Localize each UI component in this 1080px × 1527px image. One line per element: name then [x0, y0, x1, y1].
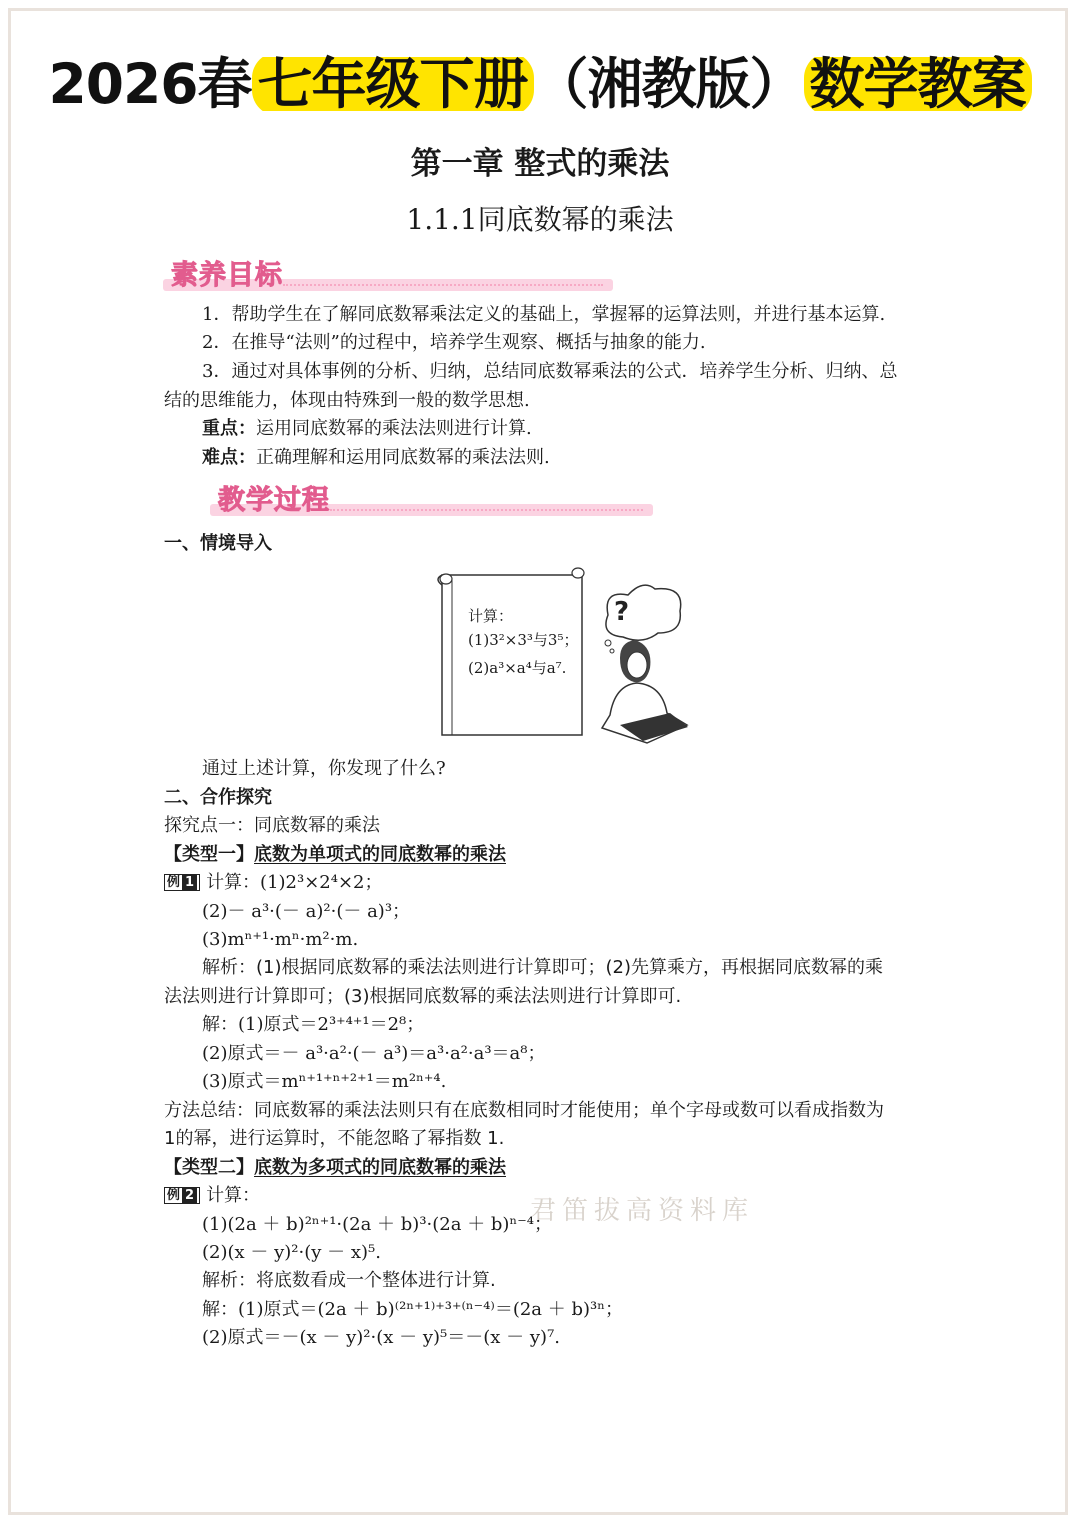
- explore-point: 探究点一：同底数幂的乘法: [164, 815, 380, 836]
- ex1-solution1: 解：(1)原式＝2³⁺⁴⁺¹＝2⁸；: [202, 1014, 425, 1035]
- scenario-illustration: [430, 565, 700, 750]
- type1-heading: [164, 842, 506, 868]
- difficulty-text: 正确理解和运用同底数幂的乘法法则.: [256, 447, 550, 468]
- key-point-text: 运用同底数幂的乘法法则进行计算.: [256, 418, 532, 439]
- banner-edition: （湘教版）: [533, 52, 804, 116]
- goal-3-cont: 结的思维能力，体现由特殊到一般的数学思想.: [164, 390, 530, 411]
- ex1-solution3: (3)原式＝mⁿ⁺¹⁺ⁿ⁺²⁺¹＝m²ⁿ⁺⁴.: [202, 1071, 447, 1092]
- method-summary-1: 方法总结：同底数幂的乘法法则只有在底数相同时才能使用；单个字母或数可以看成指数为: [164, 1100, 884, 1121]
- ex1-question3: (3)mⁿ⁺¹·mⁿ·m²·m.: [202, 929, 359, 950]
- ex1-q1: 计算：(1)2³×2⁴×2；: [206, 872, 383, 893]
- goal-2: 2．在推导“法则”的过程中，培养学生观察、概括与抽象的能力.: [202, 332, 706, 353]
- figure-line2: (2)a³×a⁴与a⁷.: [468, 659, 567, 677]
- ex2-solution2: (2)原式＝－(x － y)²·(x － y)⁵＝－(x － y)⁷.: [202, 1327, 561, 1348]
- key-point-label: 重点：: [202, 418, 256, 439]
- banner-title: [0, 40, 1080, 119]
- key-point: [202, 416, 532, 442]
- banner-subject: 数学教案: [804, 52, 1032, 116]
- watermark: 君笛拔高资料库: [530, 1196, 755, 1226]
- difficulty: [202, 445, 550, 471]
- ex2-q0: 计算：: [206, 1185, 261, 1206]
- type2-title: 底数为多项式的同底数幂的乘法: [254, 1157, 506, 1178]
- goals-tag: [163, 253, 613, 297]
- svg-text:?: ?: [614, 597, 630, 627]
- chapter-title: 第一章 整式的乘法: [410, 146, 670, 182]
- example-badge-2: 例 2: [164, 1187, 200, 1204]
- banner-year: 2026春: [48, 52, 252, 116]
- goal-3: 3．通过对具体事例的分析、归纳，总结同底数幂乘法的公式．培养学生分析、归纳、总: [202, 361, 898, 382]
- question: 通过上述计算，你发现了什么?: [202, 758, 446, 779]
- ex1-solution2: (2)原式＝－ a³·a²·(－ a³)＝a³·a²·a³＝a⁸；: [202, 1043, 546, 1064]
- type1-bracket: 【类型一】: [164, 844, 254, 865]
- type2-heading: [164, 1155, 506, 1181]
- type2-bracket: 【类型二】: [164, 1157, 254, 1178]
- goal-1: 1．帮助学生在了解同底数幂乘法定义的基础上，掌握幂的运算法则，并进行基本运算.: [202, 304, 886, 325]
- ex1-question1: [164, 870, 383, 896]
- ex2-question2: (2)(x － y)²·(y － x)⁵.: [202, 1242, 381, 1263]
- ex2-question1: (1)(2a ＋ b)²ⁿ⁺¹·(2a ＋ b)³·(2a ＋ b)ⁿ⁻⁴；: [202, 1214, 552, 1235]
- banner-grade: 七年级下册: [252, 52, 534, 116]
- method-summary-2: 1的幂，进行运算时，不能忽略了幂指数 1.: [164, 1128, 505, 1149]
- process-tag-label: 教学过程: [218, 485, 330, 516]
- figure-title: 计算：: [468, 607, 514, 625]
- ex1-analysis2: 法法则进行计算即可；(3)根据同底数幂的乘法法则进行计算即可.: [164, 986, 682, 1007]
- example-badge-1: 例 1: [164, 874, 200, 891]
- ex2-analysis: 解析：将底数看成一个整体进行计算.: [202, 1270, 496, 1291]
- figure-line1: (1)3²×3³与3⁵；: [468, 631, 579, 649]
- type1-title: 底数为单项式的同底数幂的乘法: [254, 844, 506, 865]
- ex2-question0: [164, 1183, 260, 1209]
- ex1-analysis1: 解析：(1)根据同底数幂的乘法法则进行计算即可；(2)先算乘方，再根据同底数幂的乘: [202, 957, 883, 978]
- difficulty-label: 难点：: [202, 447, 256, 468]
- part1-heading: 一、情境导入: [164, 533, 272, 554]
- ex1-question2: (2)－ a³·(－ a)²·(－ a)³；: [202, 901, 411, 922]
- goals-tag-label: 素养目标: [171, 260, 283, 291]
- section-title: 1.1.1同底数幂的乘法: [406, 203, 674, 236]
- ex2-solution1: 解：(1)原式＝(2a ＋ b)⁽²ⁿ⁺¹⁾⁺³⁺⁽ⁿ⁻⁴⁾＝(2a ＋ b)³ⁿ；: [202, 1299, 624, 1320]
- process-tag: [210, 478, 653, 522]
- part2-heading: 二、合作探究: [164, 787, 272, 808]
